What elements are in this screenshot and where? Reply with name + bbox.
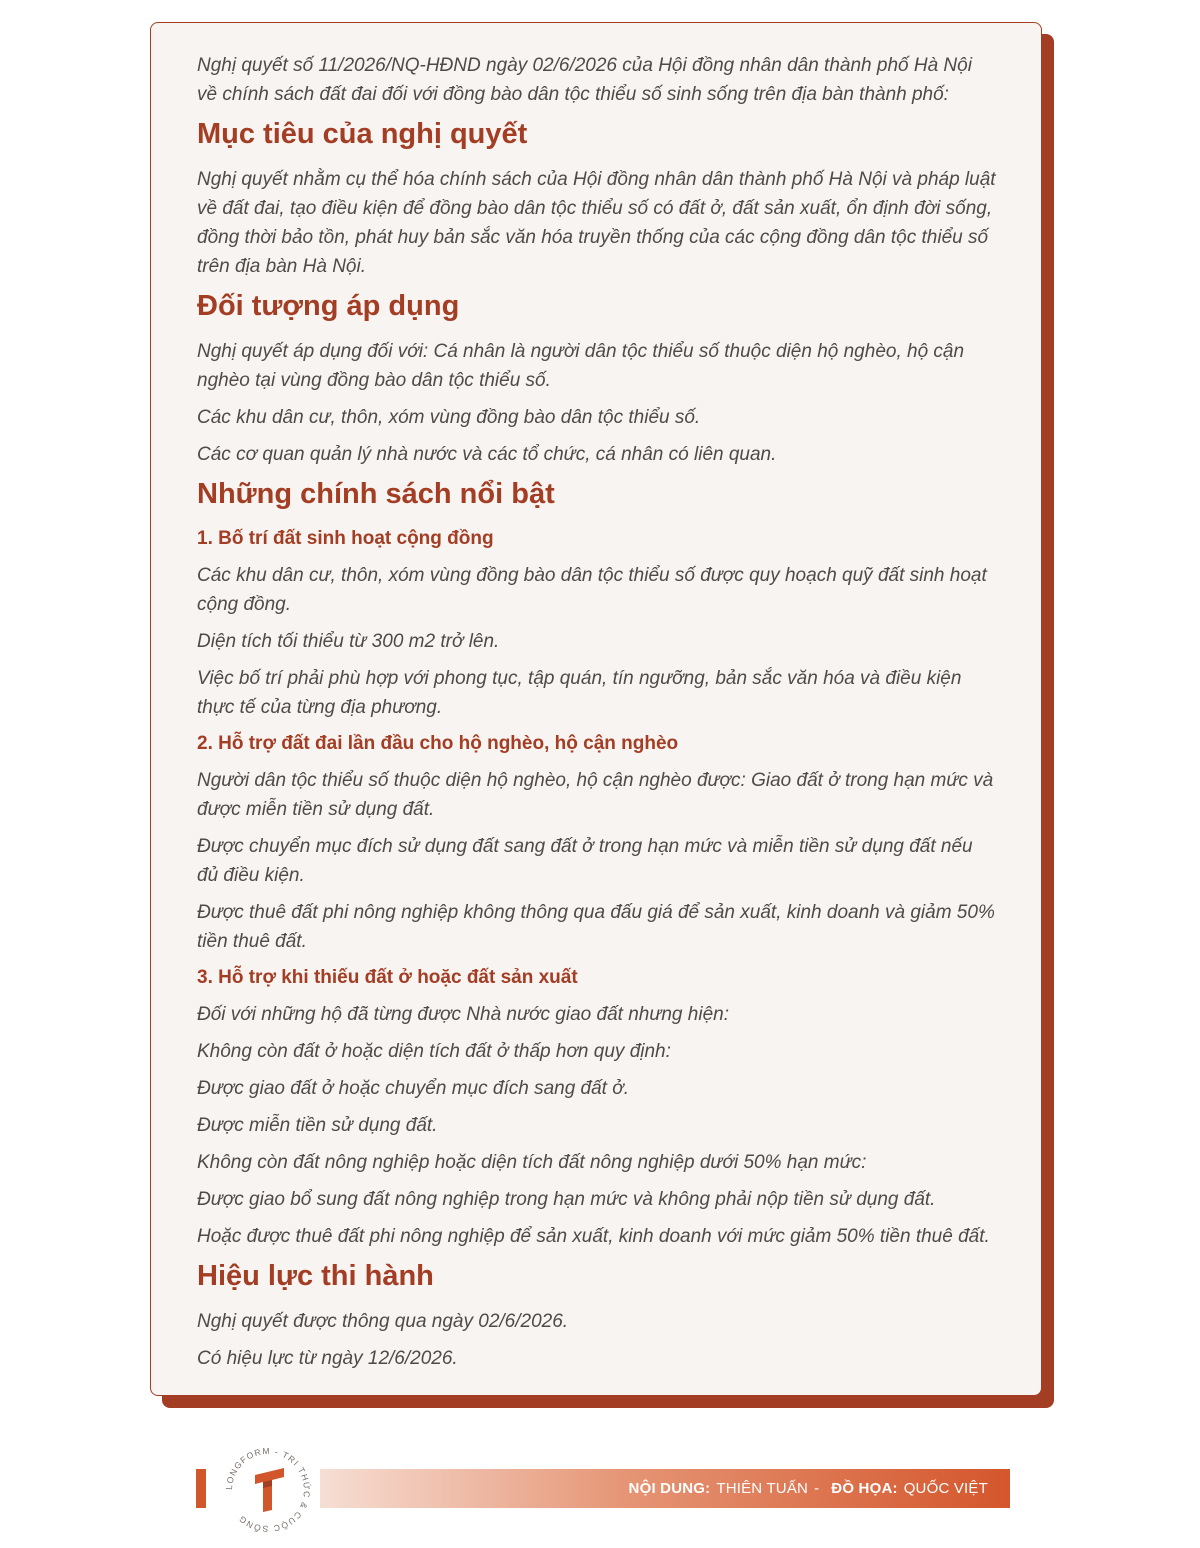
graphics-label: ĐỒ HỌA: (831, 1480, 898, 1497)
section-title-effectiveness: Hiệu lực thi hành (197, 1260, 434, 1292)
list-item: Có hiệu lực từ ngày 12/6/2026. (197, 1348, 458, 1369)
subsection-title-community-land: 1. Bố trí đất sinh hoạt cộng đồng (197, 528, 494, 549)
footer-accent-mark (196, 1469, 206, 1508)
list-item: Diện tích tối thiểu từ 300 m2 trở lên. (197, 631, 500, 652)
intro-text: Nghị quyết số 11/2026/NQ-HĐND ngày 02/6/2026 của Hội đồng nhân dân thành phố Hà Nội về chính sách đất đai đối với đồng bào dân tộc thiểu số sinh sống trên địa bàn thành phố: (197, 55, 972, 105)
list-item: Nghị quyết được thông qua ngày 02/6/2026. (197, 1311, 569, 1332)
subsection-title-land-shortage-support: 3. Hỗ trợ khi thiếu đất ở hoặc đất sản xuất (197, 967, 578, 988)
graphics-author: QUỐC VIỆT (903, 1480, 988, 1497)
list-item: Người dân tộc thiểu số thuộc diện hộ nghèo, hộ cận nghèo được: Giao đất ở trong hạn mức và được miễn tiền sử dụng đất. (197, 770, 994, 820)
section-title-objectives: Mục tiêu của nghị quyết (197, 118, 528, 150)
list-item: Đối với những hộ đã từng được Nhà nước giao đất nhưng hiện: (197, 1004, 729, 1025)
longform-logo-icon (222, 1444, 314, 1536)
subsection-title-first-land-support: 2. Hỗ trợ đất đai lần đầu cho hộ nghèo, hộ cận nghèo (197, 733, 679, 754)
article-card (150, 22, 1042, 1396)
list-item: Hoặc được thuê đất phi nông nghiệp để sản xuất, kinh doanh với mức giảm 50% tiền thuê đất. (197, 1226, 990, 1247)
list-item: Các khu dân cư, thôn, xóm vùng đồng bào dân tộc thiểu số. (197, 407, 701, 428)
list-item: Không còn đất nông nghiệp hoặc diện tích đất nông nghiệp dưới 50% hạn mức: (197, 1152, 867, 1173)
list-item: Việc bố trí phải phù hợp với phong tục, tập quán, tín ngưỡng, bản sắc văn hóa và điều kiện thực tế của từng địa phương. (197, 668, 962, 718)
list-item: Nghị quyết áp dụng đối với: Cá nhân là người dân tộc thiểu số thuộc diện hộ nghèo, hộ cận nghèo tại vùng đồng bào dân tộc thiểu số. (197, 341, 965, 391)
list-item: Không còn đất ở hoặc diện tích đất ở thấp hơn quy định: (197, 1041, 671, 1062)
list-item: Được thuê đất phi nông nghiệp không thông qua đấu giá để sản xuất, kinh doanh và giảm 50% tiền thuê đất. (197, 902, 995, 952)
content-author: THIÊN TUẤN (716, 1480, 809, 1497)
list-item: Được giao bổ sung đất nông nghiệp trong hạn mức và không phải nộp tiền sử dụng đất. (197, 1189, 936, 1210)
objectives-text: Nghị quyết nhằm cụ thể hóa chính sách của Hội đồng nhân dân thành phố Hà Nội và pháp luật về đất đai, tạo điều kiện để đồng bào dân tộc thiểu số có đất ở, đất sản xuất, ổn định đời sống, đồng thời bảo tồn, phát huy bản sắc văn hóa truyền thống của các cộng đồng dân tộc thiểu số trên địa bàn Hà Nội. (197, 169, 996, 277)
section-title-policies: Những chính sách nổi bật (197, 478, 555, 510)
credits-bar (320, 1469, 1010, 1508)
list-item: Các cơ quan quản lý nhà nước và các tổ chức, cá nhân có liên quan. (197, 444, 777, 465)
list-item: Được chuyển mục đích sử dụng đất sang đất ở trong hạn mức và miễn tiền sử dụng đất nếu đủ điều kiện. (197, 836, 973, 886)
content-label: NỘI DUNG: (628, 1480, 711, 1497)
credits-separator: - (814, 1480, 820, 1497)
logo-ring-text: LONGFORM - TRI THỨC & CUỘC SỐNG (223, 1445, 313, 1535)
list-item: Được miễn tiền sử dụng đất. (197, 1115, 438, 1136)
list-item: Các khu dân cư, thôn, xóm vùng đồng bào dân tộc thiểu số được quy hoạch quỹ đất sinh hoạt cộng đồng. (197, 565, 987, 615)
section-title-applicable-subjects: Đối tượng áp dụng (197, 290, 460, 322)
list-item: Được giao đất ở hoặc chuyển mục đích sang đất ở. (197, 1078, 630, 1099)
